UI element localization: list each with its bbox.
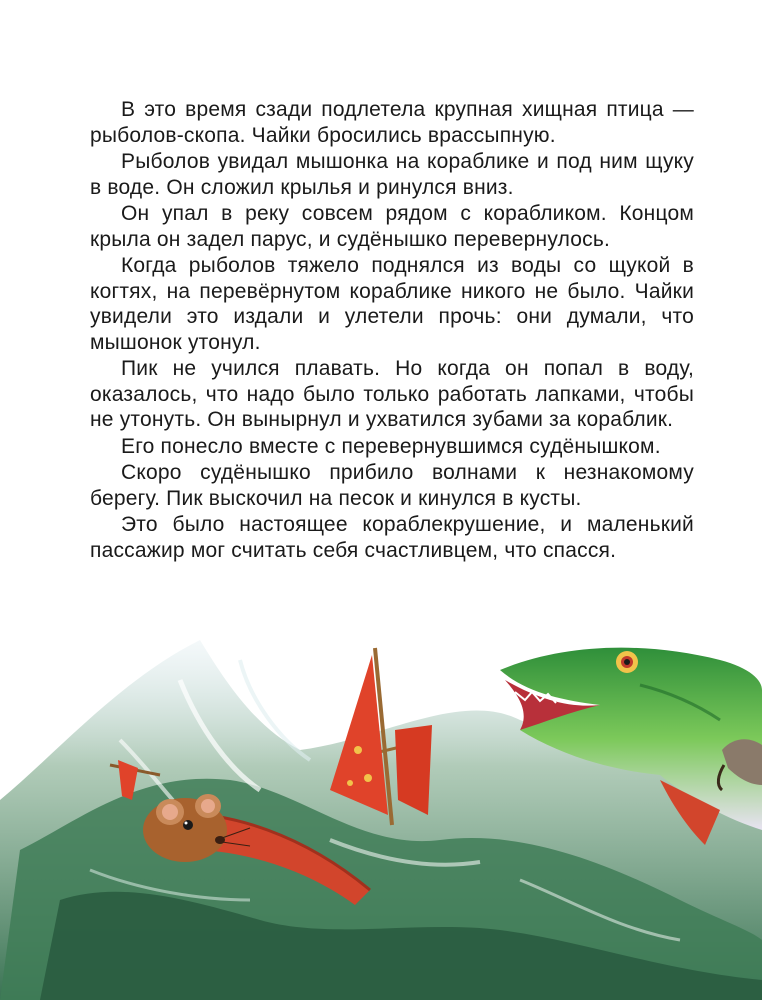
paragraph-5: Пик не учился плавать. Но когда он попал в воду, оказалось, что надо было только работать лапками, чтобы не утонуть. Он вынырнул и ухватился зубами за кораблик. [90, 357, 694, 431]
paragraph-6: Его понесло вместе с перевернувшимся судёнышком. [121, 434, 661, 458]
paragraph-1: В это время сзади подлетела крупная хищная птица — рыболов-скопа. Чайки бросились врассыпную. [90, 98, 694, 147]
paragraph-7: Скоро судёнышко прибило волнами к незнакомому берегу. Пик выскочил на песок и кинулся в кусты. [90, 461, 694, 510]
shipwreck-illustration [0, 600, 762, 1000]
paragraph-8: Это было настоящее кораблекрушение, и маленький пассажир мог считать себя счастливцем, что спасся. [90, 513, 694, 562]
paragraph-4: Когда рыболов тяжело поднялся из воды со щукой в когтях, на перевёрнутом кораблике никого не было. Чайки увидели это издали и улетели прочь: они думали, что мышонок утонул. [90, 254, 694, 354]
paragraph-2: Рыболов увидал мышонка на кораблике и под ним щуку в воде. Он сложил крылья и ринулся вниз. [90, 150, 694, 199]
story-text [90, 97, 694, 564]
paragraph-3: Он упал в реку совсем рядом с корабликом. Концом крыла он задел парус, и судёнышко перевернулось. [90, 202, 694, 251]
